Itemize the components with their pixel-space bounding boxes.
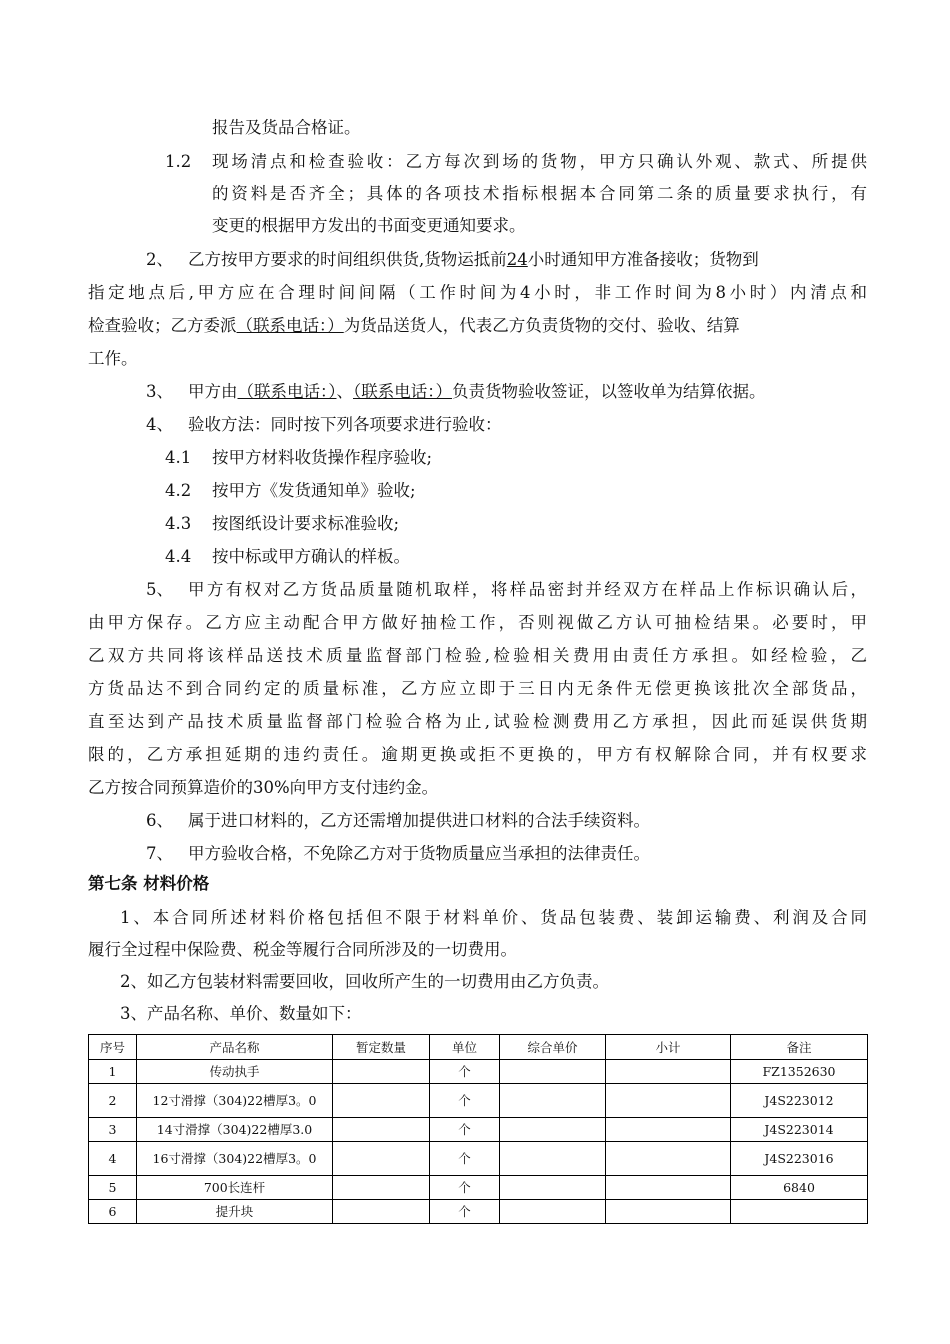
clause-number: 7、 [146, 844, 173, 863]
cell-qty [333, 1084, 430, 1118]
paragraph-line: 现场清点和检查验收：乙方每次到场的货物，甲方只确认外观、款式、所提供 [212, 152, 867, 171]
cell-no: 1 [89, 1060, 137, 1084]
cell-unit: 个 [430, 1118, 500, 1142]
cell-qty [333, 1142, 430, 1176]
table-row [89, 1200, 868, 1224]
cell-note: FZ1352630 [731, 1060, 868, 1084]
cell-subtotal [606, 1118, 731, 1142]
table-row [89, 1060, 868, 1084]
table-row [89, 1142, 868, 1176]
clause-number: 4.3 [165, 514, 192, 533]
cell-subtotal [606, 1176, 731, 1200]
paragraph-line [188, 382, 766, 402]
cell-name: 16寸滑撑（304)22槽厚3。0 [137, 1142, 333, 1176]
paragraph-line: 乙双方共同将该样品送技术质量监督部门检验,检验相关费用由责任方承担。如经检验，乙 [88, 646, 867, 665]
clause-number: 2、 [146, 250, 173, 269]
paragraph-line: 由甲方保存。乙方应主动配合甲方做好抽检工作，否则视做乙方认可抽检结果。必要时，甲 [88, 613, 867, 632]
cell-subtotal [606, 1060, 731, 1084]
paragraph-line: 甲方验收合格，不免除乙方对于货物质量应当承担的法律责任。 [188, 844, 650, 863]
paragraph-line: 按图纸设计要求标准验收; [212, 514, 400, 533]
cell-no: 6 [89, 1200, 137, 1224]
paragraph-line [188, 250, 759, 270]
cell-qty [333, 1200, 430, 1224]
column-header-subtotal: 小计 [606, 1035, 731, 1060]
paragraph-line: 2、如乙方包装材料需要回收，回收所产生的一切费用由乙方负责。 [120, 972, 609, 991]
clause-number: 4.4 [165, 547, 192, 566]
cell-price [500, 1200, 606, 1224]
cell-price [500, 1118, 606, 1142]
clause-number: 6、 [146, 811, 173, 830]
text-segment: 小时通知甲方准备接收；货物到 [527, 250, 759, 269]
cell-qty [333, 1176, 430, 1200]
paragraph-line: 按中标或甲方确认的样板。 [212, 547, 410, 566]
column-header-unit: 单位 [430, 1035, 500, 1060]
paragraph-line: 限的，乙方承担延期的违约责任。逾期更换或拒不更换的，甲方有权解除合同，并有权要求 [88, 745, 867, 764]
clause-number: 4.2 [165, 481, 192, 500]
paragraph-line: 工作。 [88, 349, 138, 368]
cell-name: 传动执手 [137, 1060, 333, 1084]
cell-no: 2 [89, 1084, 137, 1118]
text-segment: 为货品送货人，代表乙方负责货物的交付、验收、结算 [343, 316, 740, 335]
contact-blank: （联系电话：） [353, 382, 452, 401]
cell-no: 4 [89, 1142, 137, 1176]
table-row [89, 1176, 868, 1200]
hours-value: 24 [506, 250, 528, 269]
paragraph-line: 3、产品名称、单价、数量如下： [120, 1004, 362, 1023]
cell-unit: 个 [430, 1200, 500, 1224]
paragraph-line: 报告及货品合格证。 [212, 118, 361, 137]
contact-blank: （联系电话：） [237, 382, 337, 401]
clause-number: 3、 [146, 382, 173, 401]
column-header-name: 产品名称 [137, 1035, 333, 1060]
cell-unit: 个 [430, 1060, 500, 1084]
cell-note: J4S223012 [731, 1084, 868, 1118]
paragraph-line: 验收方法：同时按下列各项要求进行验收： [188, 415, 502, 434]
clause-number: 4.1 [165, 448, 192, 467]
clause-number: 4、 [146, 415, 173, 434]
cell-name: 提升块 [137, 1200, 333, 1224]
cell-unit: 个 [430, 1142, 500, 1176]
paragraph-line: 按甲方《发货通知单》验收; [212, 481, 416, 500]
paragraph-line: 甲方有权对乙方货品质量随机取样，将样品密封并经双方在样品上作标识确认后， [188, 580, 867, 599]
cell-no: 5 [89, 1176, 137, 1200]
paragraph-line: 指定地点后,甲方应在合理时间间隔（工作时间为4小时，非工作时间为8小时）内清点和 [88, 283, 867, 302]
paragraph-line: 1、本合同所述材料价格包括但不限于材料单价、货品包装费、装卸运输费、利润及合同 [120, 908, 867, 927]
column-header-qty: 暂定数量 [333, 1035, 430, 1060]
clause-number: 1.2 [165, 152, 192, 171]
text-segment: 乙方按甲方要求的时间组织供货,货物运抵前 [188, 250, 507, 269]
paragraph-line: 属于进口材料的，乙方还需增加提供进口材料的合法手续资料。 [188, 811, 650, 830]
contact-blank: （联系电话：） [236, 316, 344, 335]
text-segment: 甲方由 [188, 382, 238, 401]
paragraph-line: 按甲方材料收货操作程序验收; [212, 448, 433, 467]
paragraph-line [88, 316, 740, 336]
table-header-row [89, 1035, 868, 1060]
column-header-no: 序号 [89, 1035, 137, 1060]
paragraph-line: 直至达到产品技术质量监督部门检验合格为止,试验检测费用乙方承担，因此而延误供货期 [88, 712, 867, 731]
text-segment: 负责货物验收签证，以签收单为结算依据。 [452, 382, 766, 401]
cell-unit: 个 [430, 1176, 500, 1200]
text-segment: 检查验收；乙方委派 [88, 316, 237, 335]
cell-unit: 个 [430, 1084, 500, 1118]
cell-name: 14寸滑撑（304)22槽厚3.0 [137, 1118, 333, 1142]
cell-price [500, 1142, 606, 1176]
cell-price [500, 1060, 606, 1084]
cell-note: 6840 [731, 1176, 868, 1200]
cell-subtotal [606, 1084, 731, 1118]
section-heading: 第七条 材料价格 [88, 874, 210, 893]
paragraph-line: 履行全过程中保险费、税金等履行合同所涉及的一切费用。 [88, 940, 517, 959]
cell-name: 12寸滑撑（304)22槽厚3。0 [137, 1084, 333, 1118]
cell-price [500, 1176, 606, 1200]
cell-price [500, 1084, 606, 1118]
cell-note: J4S223016 [731, 1142, 868, 1176]
table-row [89, 1084, 868, 1118]
product-table [88, 1034, 868, 1224]
paragraph-line: 乙方按合同预算造价的30%向甲方支付违约金。 [88, 778, 439, 797]
cell-note [731, 1200, 868, 1224]
text-segment: 、 [336, 382, 353, 401]
paragraph-line: 的资料是否齐全；具体的各项技术指标根据本合同第二条的质量要求执行，有 [212, 184, 867, 203]
cell-name: 700长连杆 [137, 1176, 333, 1200]
column-header-price: 综合单价 [500, 1035, 606, 1060]
cell-subtotal [606, 1200, 731, 1224]
column-header-note: 备注 [731, 1035, 868, 1060]
cell-qty [333, 1060, 430, 1084]
cell-subtotal [606, 1142, 731, 1176]
clause-number: 5、 [146, 580, 173, 599]
paragraph-line: 变更的根据甲方发出的书面变更通知要求。 [212, 216, 526, 235]
table-row [89, 1118, 868, 1142]
cell-no: 3 [89, 1118, 137, 1142]
paragraph-line: 方货品达不到合同约定的质量标准，乙方应立即于三日内无条件无偿更换该批次全部货品， [88, 679, 867, 698]
cell-note: J4S223014 [731, 1118, 868, 1142]
cell-qty [333, 1118, 430, 1142]
